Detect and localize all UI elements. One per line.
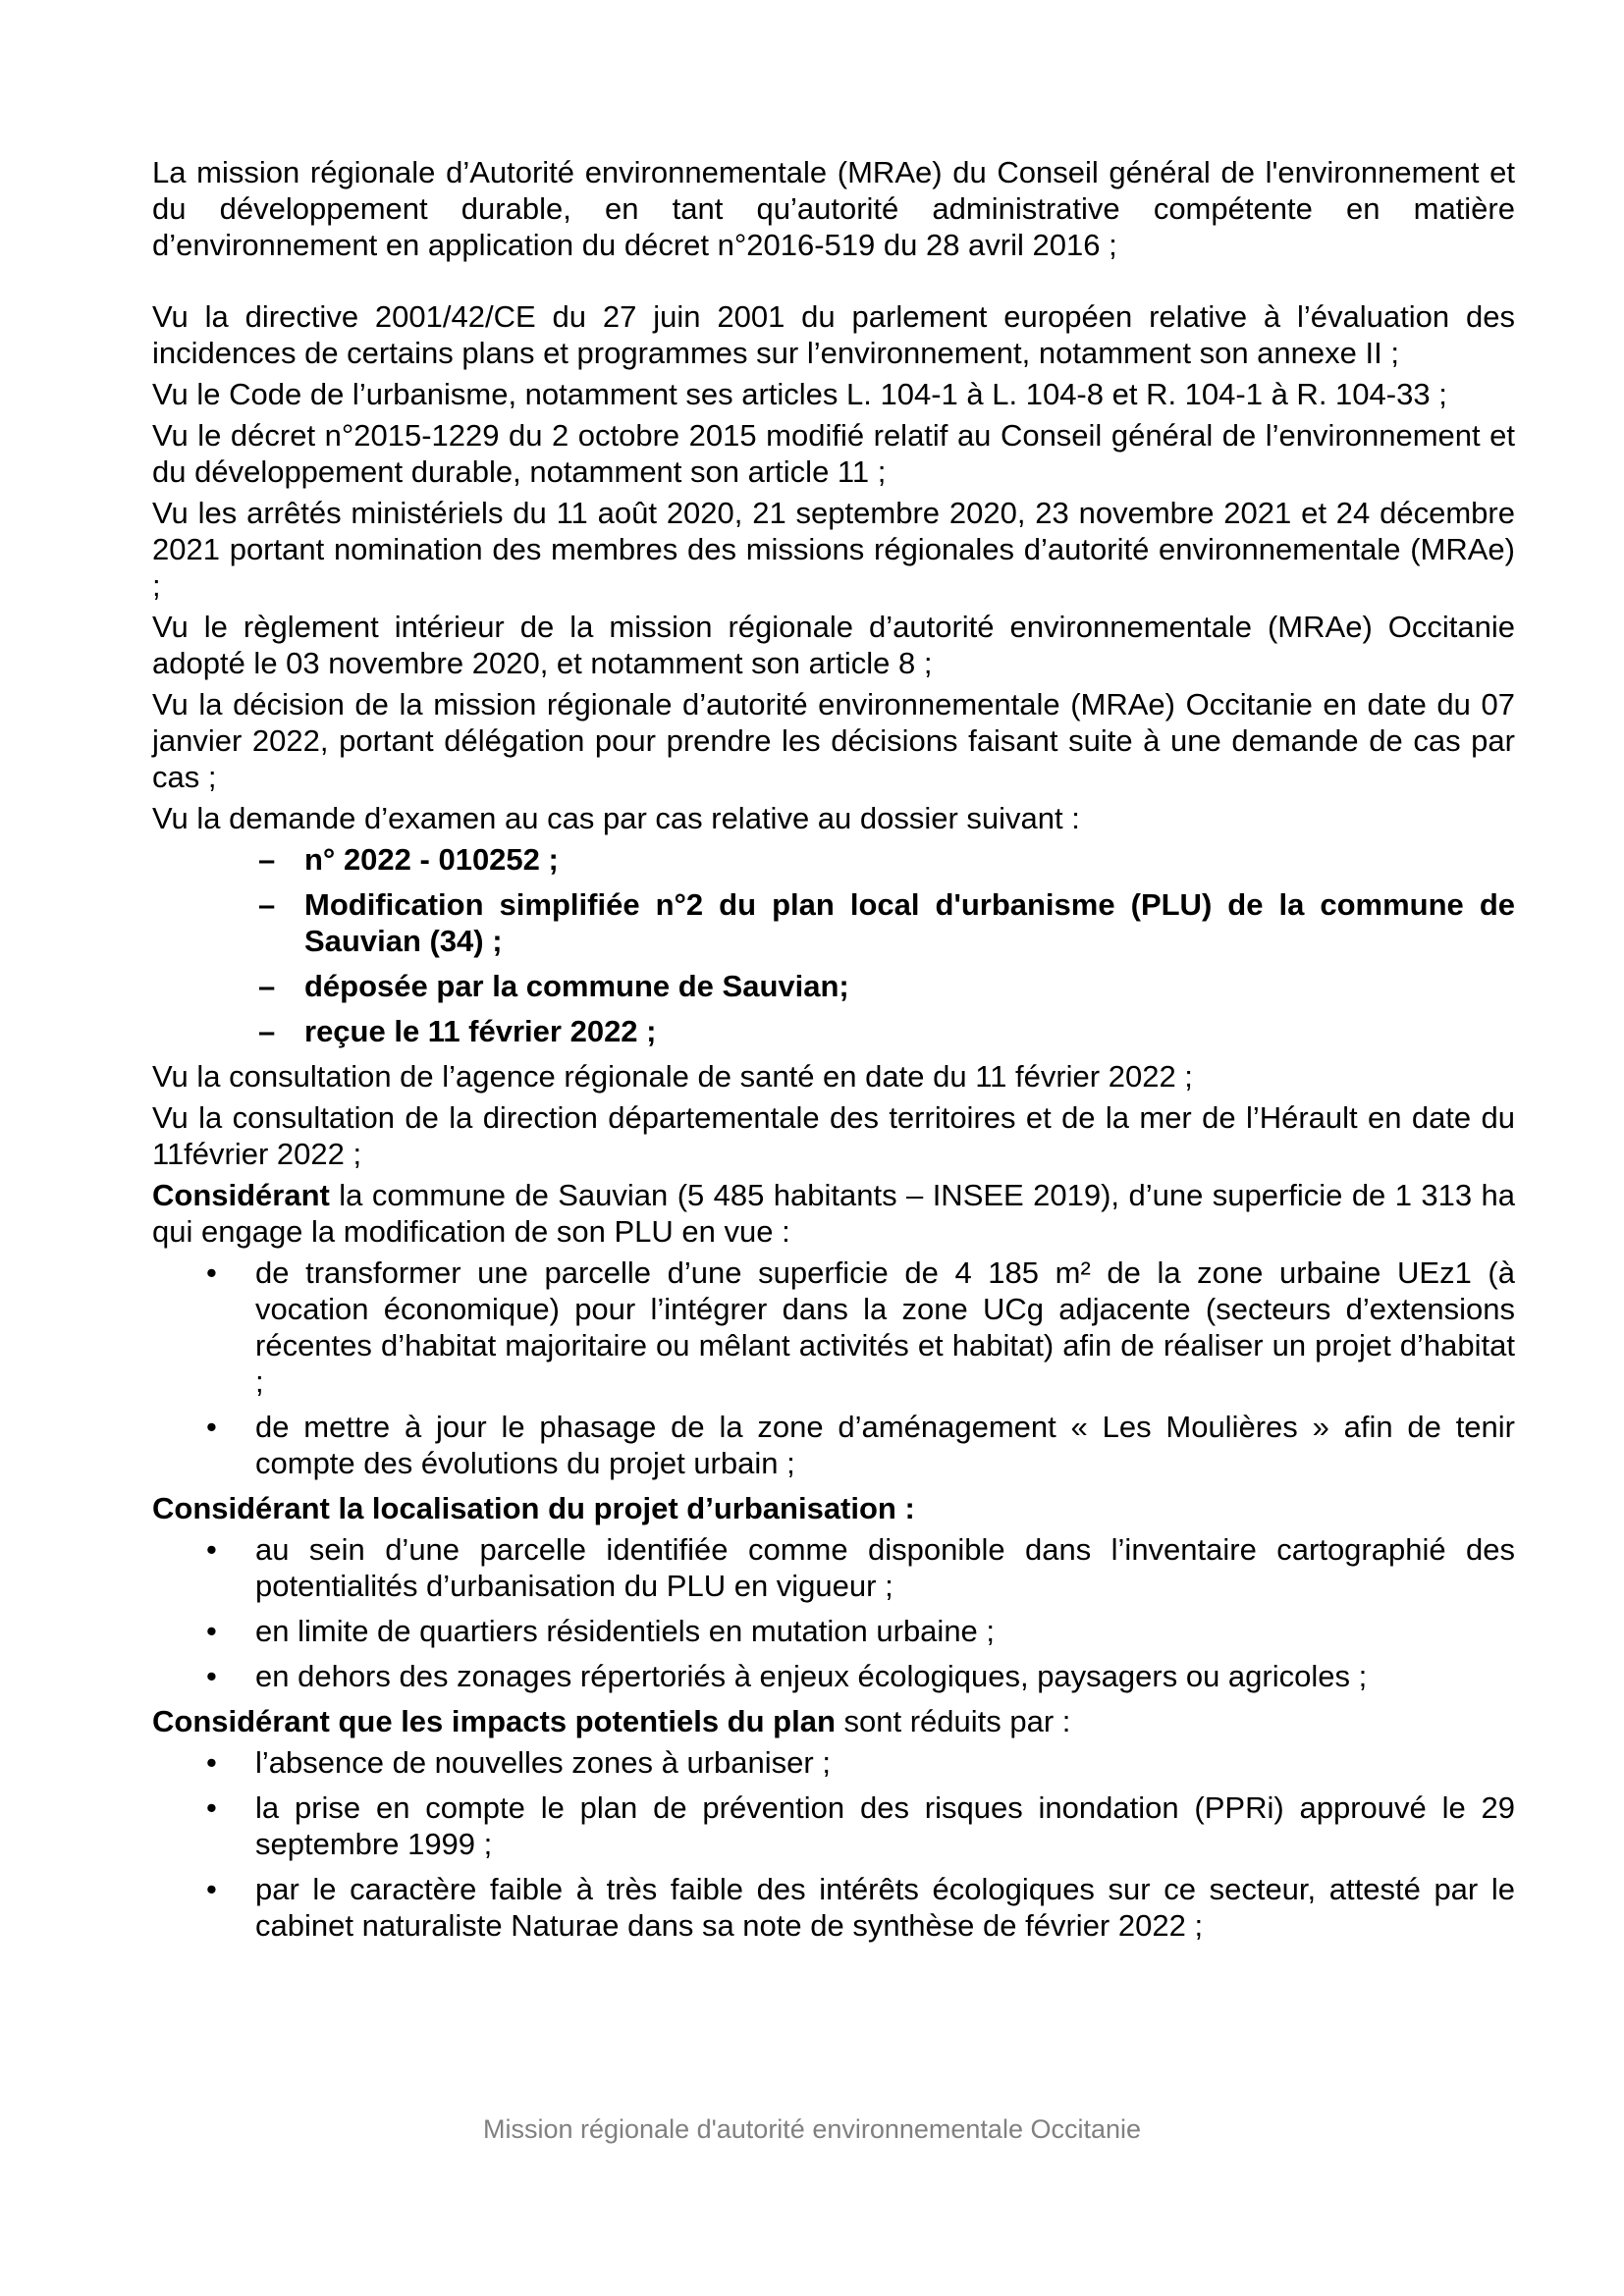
- dash-marker-icon: –: [258, 887, 276, 922]
- dash-marker-icon: –: [258, 1014, 276, 1048]
- dossier-item-deposant: [152, 968, 1515, 1004]
- dossier-item-date-reception: [152, 1013, 1515, 1049]
- list-item-text: de mettre à jour le phasage de la zone d’aménagement « Les Moulières » afin de tenir compte des évolutions du projet urbain ;: [255, 1410, 1515, 1480]
- list-item-text: par le caractère faible à très faible des intérêts écologiques sur ce secteur, attesté par le cabinet naturaliste Naturae dans sa note de synthèse de février 2022 ;: [255, 1872, 1515, 1943]
- considerant-commune-paragraph: [152, 1177, 1515, 1250]
- vu-paragraph-consultation-ars: Vu la consultation de l’agence régionale de santé en date du 11 février 2022 ;: [152, 1059, 1193, 1094]
- dossier-item-text: Modification simplifiée n°2 du plan local d'urbanisme (PLU) de la commune de Sauvian (34) ;: [304, 887, 1515, 958]
- dossier-item-numero: [152, 841, 1515, 878]
- list-item-text: de transformer une parcelle d’une superficie de 4 185 m² de la zone urbaine UEz1 (à vocation économique) pour l’intégrer dans la zone UCg adjacente (secteurs d’extensions récentes d’habitat majoritaire ou mêlant activités et habitat) afin de réaliser un projet d’habitat ;: [255, 1255, 1515, 1399]
- bullet-marker-icon: •: [206, 1614, 217, 1648]
- list-item-text: au sein d’une parcelle identifiée comme disponible dans l’inventaire cartographié des potentialités d’urbanisation du PLU en vigueur ;: [255, 1532, 1515, 1603]
- list-item-hors-zonages: [152, 1658, 1515, 1694]
- dossier-item-text: n° 2022 - 010252 ;: [304, 842, 559, 877]
- vu-paragraph-arretes: Vu les arrêtés ministériels du 11 août 2020, 21 septembre 2020, 23 novembre 2021 et 24 décembre 2021 portant nomination des membres des missions régionales d’autorité environnementale (MRAe) ;: [152, 496, 1515, 603]
- list-item-ppri: [152, 1789, 1515, 1862]
- page-footer: Mission régionale d'autorité environnementale Occitanie: [482, 2114, 1142, 2144]
- list-item-text: en dehors des zonages répertoriés à enjeux écologiques, paysagers ou agricoles ;: [255, 1659, 1368, 1693]
- considerant-rest: la commune de Sauvian (5 485 habitants – INSEE 2019), d’une superficie de 1 313 ha qui engage la modification de son PLU en vue :: [152, 1178, 1515, 1249]
- vu-paragraph-decision-mrae: Vu la décision de la mission régionale d’autorité environnementale (MRAe) Occitanie en date du 07 janvier 2022, portant délégation pour prendre les décisions faisant suite à une demande de cas par cas ;: [152, 687, 1515, 794]
- bullet-marker-icon: •: [206, 1790, 217, 1825]
- paragraph-intro: La mission régionale d’Autorité environnementale (MRAe) du Conseil général de l'environnement et du développement durable, en tant qu’autorité administrative compétente en matière d’environnement en application du décret n°2016-519 du 28 avril 2016 ;: [152, 155, 1515, 262]
- list-item-phasage-moulieres: [152, 1409, 1515, 1481]
- considerant-localisation-heading: Considérant la localisation du projet d’urbanisation :: [152, 1491, 915, 1525]
- list-item-limite-quartiers: [152, 1613, 1515, 1649]
- vu-paragraph-reglement-interieur: Vu le règlement intérieur de la mission régionale d’autorité environnementale (MRAe) Occitanie adopté le 03 novembre 2020, et notamment son article 8 ;: [152, 610, 1515, 680]
- considerant-localisation-list: [152, 1531, 1515, 1694]
- list-item-absence-zones: [152, 1744, 1515, 1781]
- considerant-rest: sont réduits par :: [835, 1704, 1071, 1738]
- bullet-marker-icon: •: [206, 1745, 217, 1780]
- considerant-impacts-paragraph: [152, 1703, 1515, 1739]
- list-item-text: la prise en compte le plan de prévention des risques inondation (PPRi) approuvé le 29 septembre 1999 ;: [255, 1790, 1515, 1861]
- list-item-parcelle-inventaire: [152, 1531, 1515, 1604]
- bullet-marker-icon: •: [206, 1532, 217, 1567]
- bullet-marker-icon: •: [206, 1659, 217, 1693]
- considerant-impacts-list: [152, 1744, 1515, 1944]
- bullet-marker-icon: •: [206, 1255, 217, 1290]
- dossier-item-text: déposée par la commune de Sauvian;: [304, 969, 849, 1003]
- vu-paragraph-code-urbanisme: Vu le Code de l’urbanisme, notamment ses articles L. 104-1 à L. 104-8 et R. 104-1 à R. 104-33 ;: [152, 377, 1447, 411]
- list-item-text: en limite de quartiers résidentiels en mutation urbaine ;: [255, 1614, 996, 1648]
- dossier-item-text: reçue le 11 février 2022 ;: [304, 1014, 657, 1048]
- vu-paragraph-demande-examen: Vu la demande d’examen au cas par cas relative au dossier suivant :: [152, 801, 1080, 835]
- dash-marker-icon: –: [258, 969, 276, 1003]
- vu-paragraph-consultation-ddtm: Vu la consultation de la direction départementale des territoires et de la mer de l’Hérault en date du 11février 2022 ;: [152, 1100, 1515, 1171]
- dossier-list: [152, 841, 1515, 1049]
- considerant-commune-list: [152, 1255, 1515, 1481]
- list-item-interets-ecologiques: [152, 1871, 1515, 1944]
- document-body: [152, 154, 1515, 1952]
- list-item-text: l’absence de nouvelles zones à urbaniser ;: [255, 1745, 831, 1780]
- vu-paragraph-decret-2015: Vu le décret n°2015-1229 du 2 octobre 2015 modifié relatif au Conseil général de l’environnement et du développement durable, notamment son article 11 ;: [152, 418, 1515, 489]
- bullet-marker-icon: •: [206, 1872, 217, 1906]
- considerant-lead: Considérant que les impacts potentiels du plan: [152, 1704, 836, 1738]
- list-item-transformer-parcelle: [152, 1255, 1515, 1400]
- dossier-item-objet: [152, 886, 1515, 959]
- dash-marker-icon: –: [258, 842, 276, 877]
- considerant-lead: Considérant: [152, 1178, 330, 1212]
- vu-paragraph-directive: Vu la directive 2001/42/CE du 27 juin 2001 du parlement européen relative à l’évaluation des incidences de certains plans et programmes sur l’environnement, notamment son annexe II ;: [152, 299, 1515, 370]
- bullet-marker-icon: •: [206, 1410, 217, 1444]
